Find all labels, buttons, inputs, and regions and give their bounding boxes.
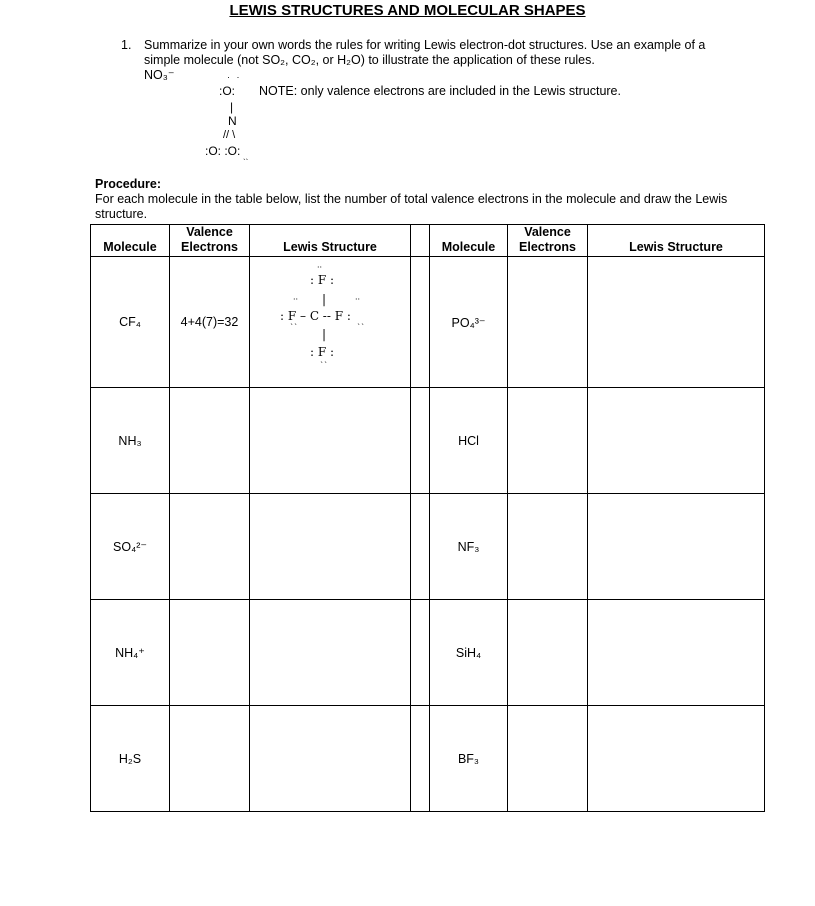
cf4-middle-row: : F – C -- F : (280, 309, 351, 323)
molecule-cell: HCl (430, 388, 508, 494)
question-text: Summarize in your own words the rules for writing Lewis electron-dot structures. Use an example of a simple molecule (not SO₂, CO₂, or H₂O) to illustrate the application of these rules. (144, 38, 706, 67)
procedure-heading: Procedure: (95, 177, 161, 191)
valence-cell (508, 706, 588, 812)
molecule-cell: SO₄²⁻ (91, 494, 170, 600)
table-header-row (91, 225, 765, 257)
lewis-cell (588, 494, 765, 600)
lewis-cell (250, 388, 411, 494)
cf4-lewis-structure (250, 257, 410, 387)
header-valence-line2: Electrons (181, 240, 238, 254)
atom-o-top: :O: (219, 84, 236, 98)
molecule-cell: BF₃ (430, 706, 508, 812)
table-row (91, 257, 765, 388)
lone-pair-dots: `` (357, 323, 365, 332)
molecule-cell: CF₄ (91, 257, 170, 388)
lone-pair-dots: ·· (293, 295, 299, 304)
lewis-cell (588, 388, 765, 494)
header-valence-right (508, 225, 588, 257)
molecule-cell: H₂S (91, 706, 170, 812)
lone-pair-dots: `` (243, 158, 249, 167)
lewis-cell (250, 600, 411, 706)
lone-pair-dots: ·· (355, 295, 361, 304)
table-row (91, 600, 765, 706)
example-label: NO₃⁻ (144, 68, 175, 82)
molecule-cell: NF₃ (430, 494, 508, 600)
atom-f-bottom: : F : (310, 345, 335, 359)
lone-pair-dots: ·· (317, 263, 323, 272)
molecule-cell: SiH₄ (430, 600, 508, 706)
header-valence-line2: Electrons (519, 240, 576, 254)
question-number: 1. (121, 38, 132, 52)
valence-cell (508, 494, 588, 600)
valence-cell (508, 388, 588, 494)
valence-cell (508, 257, 588, 388)
table-row (91, 388, 765, 494)
molecule-cell: NH₄⁺ (91, 600, 170, 706)
table-spacer (411, 257, 430, 388)
table-spacer (411, 600, 430, 706)
valence-cell (170, 600, 250, 706)
valence-cell (170, 388, 250, 494)
single-bond: | (230, 100, 234, 114)
header-molecule-right: Molecule (430, 225, 508, 257)
valence-cell: 4+4(7)=32 (170, 257, 250, 388)
header-lewis: Lewis Structure (250, 225, 411, 257)
molecule-cell: PO₄³⁻ (430, 257, 508, 388)
table-row (91, 494, 765, 600)
atom-n: N (228, 114, 237, 128)
note-text: NOTE: only valence electrons are included in the Lewis structure. (259, 84, 621, 98)
table-spacer (411, 225, 430, 257)
bonds-lower: // \ (223, 129, 236, 141)
atom-f-top: : F : (310, 273, 335, 287)
atoms-o-bottom: :O: :O: (205, 144, 241, 158)
header-lewis-right: Lewis Structure (588, 225, 765, 257)
single-bond: | (322, 292, 327, 306)
lewis-cell (588, 600, 765, 706)
procedure-text: For each molecule in the table below, list the number of total valence electrons in the molecule and draw the Lewis structure. (95, 192, 728, 221)
lewis-cell (250, 494, 411, 600)
table-spacer (411, 388, 430, 494)
header-valence (170, 225, 250, 257)
molecule-table (90, 224, 765, 812)
lewis-cell (250, 257, 411, 388)
lone-pair-dots: `` (320, 361, 328, 370)
table-spacer (411, 706, 430, 812)
table-row (91, 706, 765, 812)
header-valence-line1: Valence (524, 225, 571, 239)
valence-cell (508, 600, 588, 706)
lewis-cell (588, 257, 765, 388)
valence-cell (170, 494, 250, 600)
valence-cell (170, 706, 250, 812)
lone-pair-dots: · · (227, 72, 242, 82)
single-bond: | (322, 327, 327, 341)
page-title: LEWIS STRUCTURES AND MOLECULAR SHAPES (229, 2, 586, 19)
lewis-cell (250, 706, 411, 812)
molecule-cell: NH₃ (91, 388, 170, 494)
lewis-cell (588, 706, 765, 812)
table-spacer (411, 494, 430, 600)
header-valence-line1: Valence (186, 225, 233, 239)
lone-pair-dots: `` (290, 323, 298, 332)
header-molecule: Molecule (91, 225, 170, 257)
